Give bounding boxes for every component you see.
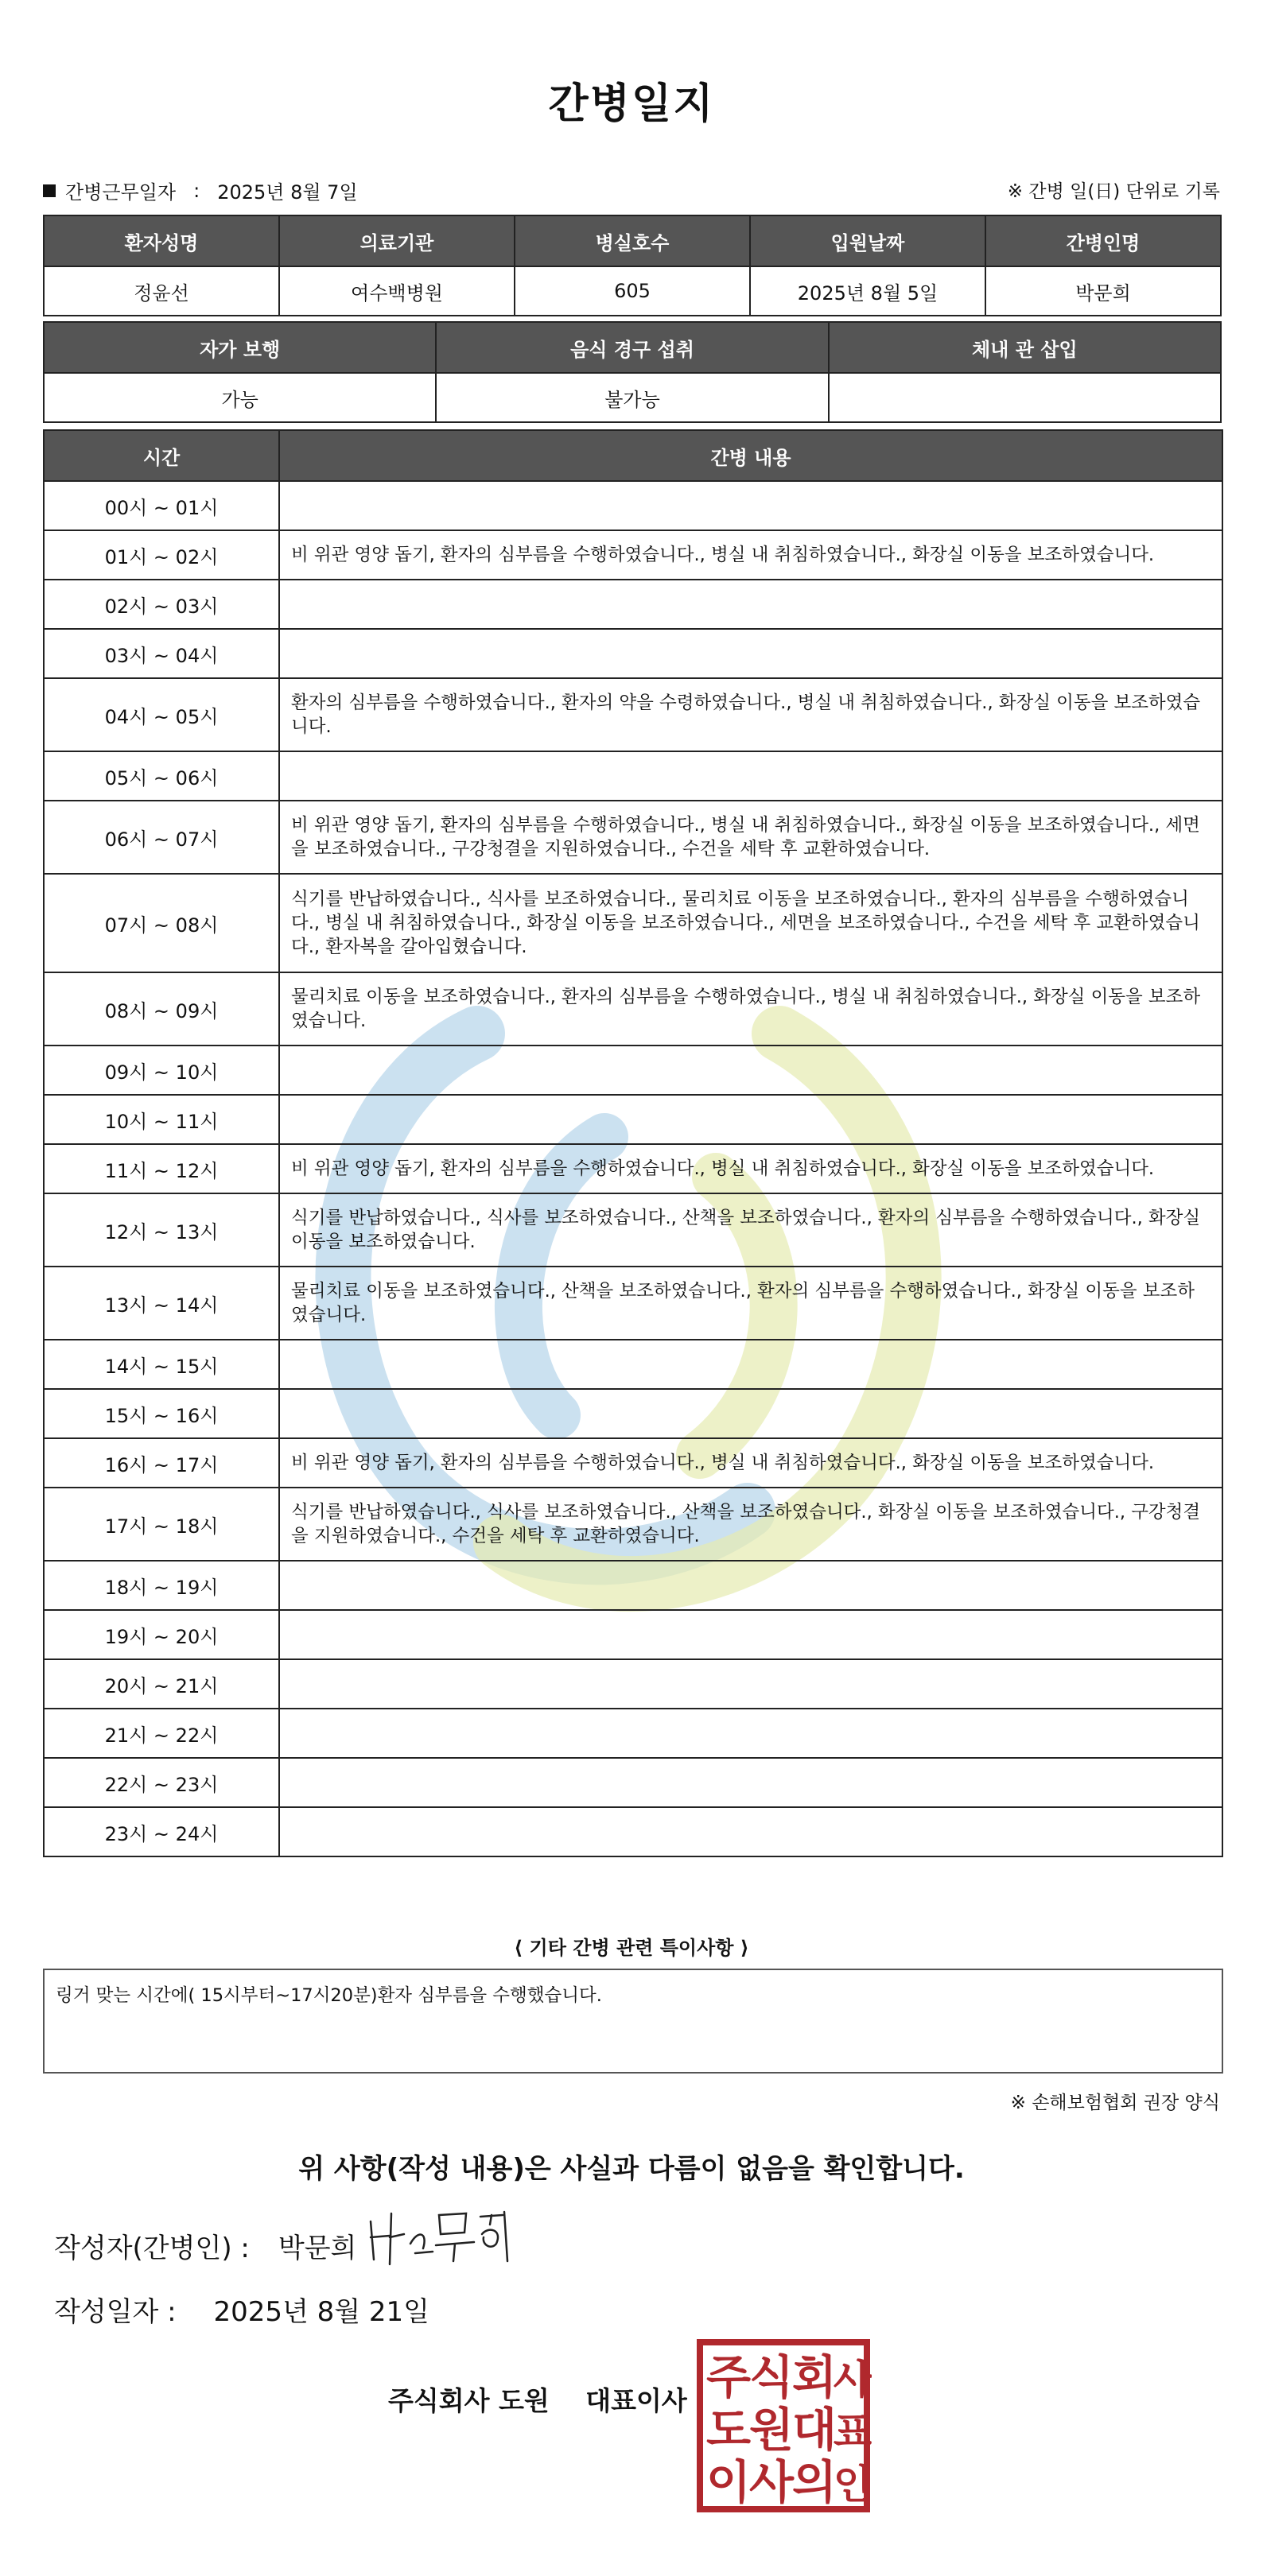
date-line bbox=[54, 2290, 429, 2329]
time-cell: 18시 ~ 19시 bbox=[44, 1561, 279, 1610]
table-row bbox=[44, 1709, 1222, 1758]
table-row bbox=[44, 1561, 1222, 1610]
svg-text:주: 주 bbox=[705, 2350, 752, 2404]
svg-text:대: 대 bbox=[791, 2403, 837, 2457]
value-patient-name: 정윤선 bbox=[44, 266, 279, 316]
content-cell: 비 위관 영양 돕기, 환자의 심부름을 수행하였습니다., 병실 내 취침하였습니다., 화장실 이동을 보조하였습니다., 세면을 보조하였습니다., 구강청결을 지원하였습니다., 수건을 세탁 후 교환하였습니다. bbox=[279, 801, 1222, 874]
value-caregiver: 박문희 bbox=[985, 266, 1221, 316]
time-cell: 06시 ~ 07시 bbox=[44, 801, 279, 874]
time-cell: 12시 ~ 13시 bbox=[44, 1193, 279, 1267]
writer-line bbox=[54, 2226, 356, 2265]
time-cell: 21시 ~ 22시 bbox=[44, 1709, 279, 1758]
svg-text:인: 인 bbox=[833, 2462, 872, 2508]
time-cell: 00시 ~ 01시 bbox=[44, 481, 279, 530]
table-row bbox=[44, 1144, 1222, 1193]
svg-text:의: 의 bbox=[791, 2455, 837, 2509]
writer-name: 박문희 bbox=[278, 2233, 357, 2264]
time-cell: 19시 ~ 20시 bbox=[44, 1610, 279, 1659]
recommend-note: ※ 손해보험협회 권장 양식 bbox=[1010, 2093, 1220, 2113]
work-date-value: 2025년 8월 7일 bbox=[217, 181, 358, 204]
remarks-title: ⟨ 기타 간병 관련 특이사항 ⟩ bbox=[514, 1937, 749, 1959]
company-name: 주식회사 도원 bbox=[388, 2385, 550, 2416]
header-caregiver: 간병인명 bbox=[985, 215, 1221, 266]
company-line bbox=[388, 2380, 687, 2418]
content-cell: 비 위관 영양 돕기, 환자의 심부름을 수행하였습니다., 병실 내 취침하였습니다., 화장실 이동을 보조하였습니다. bbox=[279, 530, 1222, 580]
svg-text:도: 도 bbox=[705, 2403, 752, 2457]
time-cell: 23시 ~ 24시 bbox=[44, 1807, 279, 1856]
table-row bbox=[44, 1095, 1222, 1144]
time-cell: 05시 ~ 06시 bbox=[44, 751, 279, 801]
content-cell bbox=[279, 1095, 1222, 1144]
time-cell: 11시 ~ 12시 bbox=[44, 1144, 279, 1193]
table-row bbox=[44, 801, 1222, 874]
value-tube-insertion bbox=[829, 373, 1221, 422]
content-cell: 환자의 심부름을 수행하였습니다., 환자의 약을 수령하였습니다., 병실 내 취침하였습니다., 화장실 이동을 보조하였습니다. bbox=[279, 678, 1222, 751]
writer-label: 작성자(간병인) : bbox=[54, 2233, 250, 2264]
content-cell bbox=[279, 1046, 1222, 1095]
table-row bbox=[44, 580, 1222, 629]
table-row bbox=[44, 678, 1222, 751]
time-cell: 03시 ~ 04시 bbox=[44, 629, 279, 678]
table-row bbox=[44, 972, 1222, 1046]
header-tube-insertion: 체내 관 삽입 bbox=[829, 322, 1221, 373]
date-value: 2025년 8월 21일 bbox=[213, 2296, 430, 2328]
remarks-text: 링거 맞는 시간에( 15시부터~17시20분)환자 심부름을 수행했습니다. bbox=[56, 1985, 602, 2006]
content-cell bbox=[279, 1389, 1222, 1438]
content-cell bbox=[279, 580, 1222, 629]
content-cell bbox=[279, 1807, 1222, 1856]
svg-text:이: 이 bbox=[705, 2455, 752, 2509]
content-cell: 물리치료 이동을 보조하였습니다., 산책을 보조하였습니다., 환자의 심부름을 수행하였습니다., 화장실 이동을 보조하였습니다. bbox=[279, 1267, 1222, 1340]
table-row bbox=[44, 629, 1222, 678]
patient-info-table bbox=[43, 215, 1222, 316]
content-cell: 식기를 반납하였습니다., 식사를 보조하였습니다., 산책을 보조하였습니다., 환자의 심부름을 수행하였습니다., 화장실 이동을 보조하였습니다. bbox=[279, 1193, 1222, 1267]
header-patient-name: 환자성명 bbox=[44, 215, 279, 266]
svg-text:식: 식 bbox=[748, 2350, 795, 2404]
content-cell bbox=[279, 1561, 1222, 1610]
care-log-table bbox=[43, 429, 1223, 1857]
header-time: 시간 bbox=[44, 430, 279, 481]
time-cell: 13시 ~ 14시 bbox=[44, 1267, 279, 1340]
content-cell: 비 위관 영양 돕기, 환자의 심부름을 수행하였습니다., 병실 내 취침하였습니다., 화장실 이동을 보조하였습니다. bbox=[279, 1144, 1222, 1193]
representative: 대표이사 bbox=[585, 2385, 687, 2416]
time-cell: 01시 ~ 02시 bbox=[44, 530, 279, 580]
value-room: 605 bbox=[515, 266, 750, 316]
remarks-box bbox=[43, 1969, 1223, 2074]
table-row bbox=[44, 1046, 1222, 1095]
content-cell: 비 위관 영양 돕기, 환자의 심부름을 수행하였습니다., 병실 내 취침하였습니다., 화장실 이동을 보조하였습니다. bbox=[279, 1438, 1222, 1488]
content-cell bbox=[279, 1709, 1222, 1758]
svg-text:사: 사 bbox=[833, 2357, 872, 2403]
content-cell bbox=[279, 1758, 1222, 1807]
content-cell bbox=[279, 481, 1222, 530]
content-cell bbox=[279, 629, 1222, 678]
header-hospital: 의료기관 bbox=[279, 215, 515, 266]
table-row bbox=[44, 1340, 1222, 1389]
bullet-square-icon bbox=[43, 184, 56, 197]
time-cell: 20시 ~ 21시 bbox=[44, 1659, 279, 1709]
signature-image bbox=[363, 2198, 514, 2269]
svg-text:원: 원 bbox=[748, 2403, 795, 2457]
table-row bbox=[44, 1193, 1222, 1267]
table-row bbox=[44, 1758, 1222, 1807]
content-cell: 물리치료 이동을 보조하였습니다., 환자의 심부름을 수행하였습니다., 병실 내 취침하였습니다., 화장실 이동을 보조하였습니다. bbox=[279, 972, 1222, 1046]
value-oral-intake: 불가능 bbox=[436, 373, 828, 422]
content-cell bbox=[279, 1659, 1222, 1709]
header-admission-date: 입원날짜 bbox=[750, 215, 985, 266]
table-row bbox=[44, 1610, 1222, 1659]
header-care-content: 간병 내용 bbox=[279, 430, 1222, 481]
unit-note: ※ 간병 일(日) 단위로 기록 bbox=[1007, 181, 1220, 202]
date-label: 작성일자 : bbox=[54, 2296, 177, 2328]
content-cell: 식기를 반납하였습니다., 식사를 보조하였습니다., 산책을 보조하였습니다., 화장실 이동을 보조하였습니다., 구강청결을 지원하였습니다., 수건을 세탁 후 교환하였습니다. bbox=[279, 1488, 1222, 1561]
status-info-table bbox=[43, 321, 1222, 423]
time-cell: 02시 ~ 03시 bbox=[44, 580, 279, 629]
table-row bbox=[44, 1659, 1222, 1709]
table-row bbox=[44, 530, 1222, 580]
content-cell bbox=[279, 1610, 1222, 1659]
work-date-label: 간병근무일자 bbox=[65, 181, 177, 204]
value-hospital: 여수백병원 bbox=[279, 266, 515, 316]
table-row bbox=[44, 1438, 1222, 1488]
time-cell: 08시 ~ 09시 bbox=[44, 972, 279, 1046]
time-cell: 09시 ~ 10시 bbox=[44, 1046, 279, 1095]
content-cell bbox=[279, 751, 1222, 801]
value-self-walking: 가능 bbox=[44, 373, 436, 422]
work-date-colon: : bbox=[193, 179, 200, 202]
time-cell: 22시 ~ 23시 bbox=[44, 1758, 279, 1807]
header-room: 병실호수 bbox=[515, 215, 750, 266]
document-title: 간병일지 bbox=[548, 80, 715, 128]
time-cell: 07시 ~ 08시 bbox=[44, 874, 279, 972]
table-row bbox=[44, 1389, 1222, 1438]
time-cell: 17시 ~ 18시 bbox=[44, 1488, 279, 1561]
time-cell: 14시 ~ 15시 bbox=[44, 1340, 279, 1389]
svg-text:표: 표 bbox=[833, 2409, 872, 2455]
table-row bbox=[44, 874, 1222, 972]
svg-text:회: 회 bbox=[791, 2350, 837, 2404]
time-cell: 10시 ~ 11시 bbox=[44, 1095, 279, 1144]
content-cell bbox=[279, 1340, 1222, 1389]
time-cell: 16시 ~ 17시 bbox=[44, 1438, 279, 1488]
table-row bbox=[44, 481, 1222, 530]
table-row bbox=[44, 1488, 1222, 1561]
table-row bbox=[44, 1267, 1222, 1340]
header-self-walking: 자가 보행 bbox=[44, 322, 436, 373]
value-admission-date: 2025년 8월 5일 bbox=[750, 266, 985, 316]
time-cell: 15시 ~ 16시 bbox=[44, 1389, 279, 1438]
time-cell: 04시 ~ 05시 bbox=[44, 678, 279, 751]
company-seal-stamp bbox=[695, 2337, 872, 2514]
confirm-statement: 위 사항(작성 내용)은 사실과 다름이 없음을 확인합니다. bbox=[298, 2153, 965, 2185]
content-cell: 식기를 반납하였습니다., 식사를 보조하였습니다., 물리치료 이동을 보조하였습니다., 환자의 심부름을 수행하였습니다., 병실 내 취침하였습니다., 화장실 이동을 보조하였습니다., 세면을 보조하였습니다., 수건을 세탁 후 교환하였습니다., 환자복을 갈아입혔습니다. bbox=[279, 874, 1222, 972]
table-row bbox=[44, 751, 1222, 801]
work-date bbox=[43, 177, 358, 204]
table-row bbox=[44, 1807, 1222, 1856]
header-oral-intake: 음식 경구 섭취 bbox=[436, 322, 828, 373]
svg-text:사: 사 bbox=[748, 2455, 795, 2509]
